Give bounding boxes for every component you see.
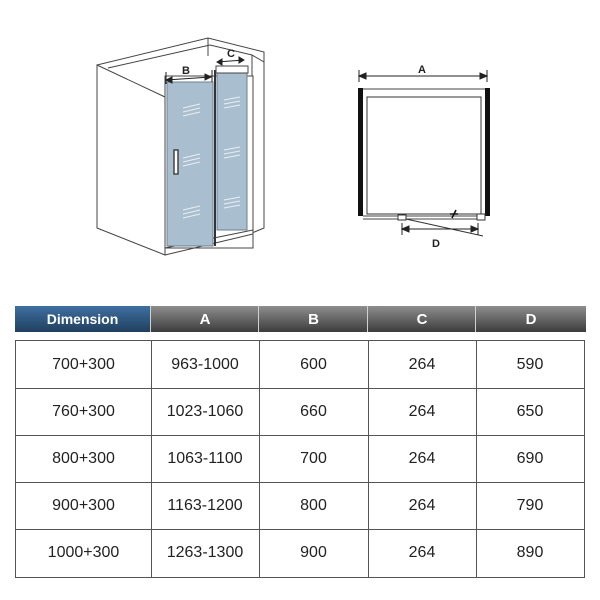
table-cell: 1063-1100 — [167, 449, 243, 467]
table-cell: 1163-1200 — [167, 496, 243, 514]
table-cell: 1023-1060 — [166, 402, 244, 420]
table-cell: 963-1000 — [171, 355, 239, 373]
table-cell: 800 — [300, 496, 327, 514]
table-cell: 264 — [408, 544, 436, 561]
table-cell: 1263-1300 — [166, 544, 244, 561]
header-dimension: Dimension — [15, 306, 150, 332]
table-cell: 700+300 — [52, 355, 115, 373]
table-cell: 800+300 — [52, 449, 115, 467]
table-cell: 890 — [516, 544, 544, 561]
table-cell: 900+300 — [52, 496, 115, 514]
table-cell: 264 — [408, 402, 436, 420]
table-cell: 600 — [300, 355, 327, 373]
door-handle — [174, 150, 178, 174]
table-cell: 264 — [408, 496, 436, 514]
plan-view — [358, 88, 490, 236]
left-wall — [97, 65, 165, 255]
right-wall — [252, 55, 264, 233]
table-cell: 760+300 — [52, 402, 115, 420]
header-d: D — [475, 306, 586, 332]
table-cell: 660 — [300, 402, 327, 420]
table-cell: 700 — [300, 449, 327, 467]
table-cell: 1000+300 — [47, 544, 120, 561]
table-cell: 690 — [516, 449, 544, 467]
table-cell: 900 — [300, 544, 327, 561]
table-cell: 790 — [516, 496, 544, 514]
table-cell: 650 — [516, 402, 544, 420]
label-c: C — [227, 48, 235, 60]
table-cell: 590 — [516, 355, 544, 373]
label-d: D — [432, 238, 440, 250]
header-a: A — [150, 306, 259, 332]
dimension-table — [15, 306, 585, 578]
table-cell: 264 — [408, 355, 436, 373]
label-a: A — [418, 64, 426, 76]
table-cell: 264 — [408, 449, 436, 467]
header-c: C — [367, 306, 476, 332]
header-b: B — [258, 306, 368, 332]
label-b: B — [182, 65, 190, 77]
dimension-d — [402, 223, 478, 235]
table-body — [15, 340, 585, 578]
